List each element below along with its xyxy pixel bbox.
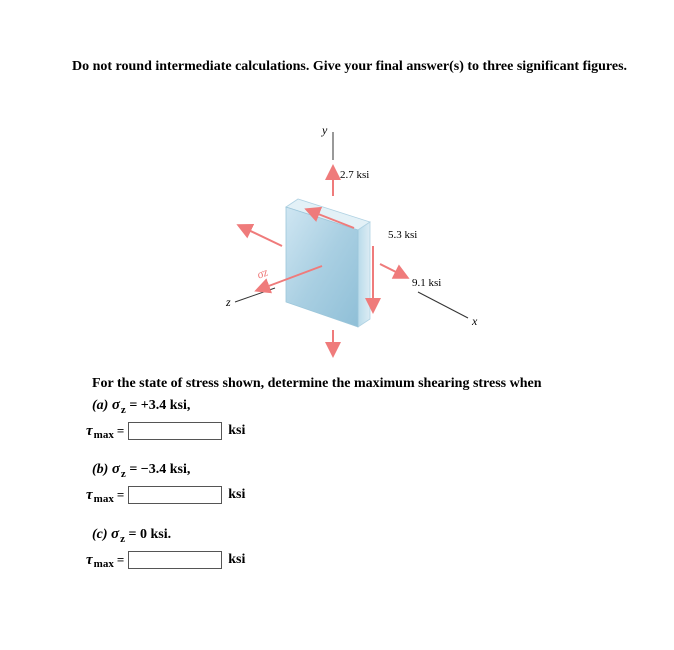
x-axis-line	[418, 292, 468, 318]
part-b-tau-sub: max	[93, 493, 114, 505]
problem-statement: For the state of stress shown, determine the maximum shearing stress when	[92, 376, 542, 391]
part-a-label: (a)	[92, 398, 109, 413]
label-2-7-ksi: 2.7 ksi	[340, 169, 370, 181]
part-c-answer-row	[86, 551, 245, 569]
part-c-equals: =	[116, 552, 125, 567]
label-sigma-z: σz	[254, 264, 270, 282]
part-a-tau-sub: max	[93, 429, 114, 441]
part-a-condition-value: = +3.4 ksi,	[129, 398, 191, 413]
label-5-3-ksi: 5.3 ksi	[388, 229, 418, 241]
arrow-sigma-x-left	[240, 226, 282, 246]
part-c-condition	[92, 526, 171, 543]
part-b-sigma: σ	[111, 461, 120, 477]
part-a-equals: =	[116, 423, 125, 438]
part-a-condition	[92, 397, 190, 414]
instructions-text: Do not round intermediate calculations. Give your final answer(s) to three significant figures.	[72, 59, 628, 74]
part-b-answer-row	[86, 486, 245, 504]
part-a-unit: ksi	[228, 423, 246, 438]
part-c-label: (c)	[92, 527, 108, 542]
part-a-answer-input[interactable]	[128, 422, 222, 440]
part-c-sigma: σ	[111, 526, 120, 542]
part-b-condition-value: = −3.4 ksi,	[129, 462, 191, 477]
part-a-answer-row	[86, 422, 245, 440]
label-9-1-ksi: 9.1 ksi	[412, 277, 442, 289]
block-side-face	[358, 222, 370, 327]
x-axis-label: x	[472, 314, 478, 328]
part-c-answer-input[interactable]	[128, 551, 222, 569]
part-c-sigma-sub: z	[120, 533, 126, 545]
part-b-label: (b)	[92, 462, 109, 477]
part-c-unit: ksi	[228, 552, 246, 567]
arrow-sigma-x-right	[380, 264, 406, 277]
part-a-sigma: σ	[111, 397, 120, 413]
z-axis-label: z	[226, 295, 231, 309]
part-a-sigma-sub: z	[120, 404, 126, 416]
part-a-tau: τ	[86, 422, 93, 439]
part-b-tau: τ	[86, 486, 93, 503]
part-b-answer-input[interactable]	[128, 486, 222, 504]
part-b-unit: ksi	[228, 487, 246, 502]
part-b-condition	[92, 461, 190, 478]
part-c-tau: τ	[86, 551, 93, 568]
part-b-sigma-sub: z	[120, 468, 126, 480]
y-axis-label: y	[322, 123, 328, 137]
part-c-tau-sub: max	[93, 558, 114, 570]
z-axis-line	[235, 288, 275, 302]
part-c-condition-value: = 0 ksi.	[128, 527, 172, 542]
part-b-equals: =	[116, 487, 125, 502]
